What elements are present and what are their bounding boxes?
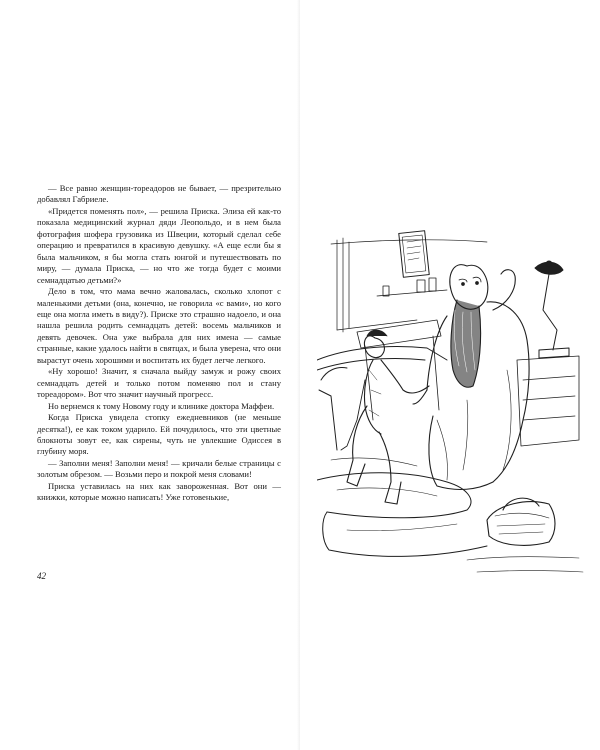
paragraph: — Заполни меня! Заполни меня! — кричали белые страницы с золотым обрезом. — Возьми перо и покрой меня словами! <box>37 457 281 480</box>
paragraph: — Все равно женщин-тореадоров не бывает, — презрительно добавлял Габриеле. <box>37 183 281 205</box>
paragraph: «Придется поменять пол», — решила Приска. Элиза ей как-то показала медицинский журнал дяди Леопольдо, и в нем была фотография шофера грузовика из Швеции, который сделал себе операцию и превратился в красивую девушку. «А еще если бы я была мальчиком, я бы могла стать юнгой и путешествовать по миру, — думала Приска, — но что же тогда будет с моими семнадцатью детьми?» <box>37 205 281 285</box>
framed-certificate <box>399 231 429 277</box>
paragraph: Приска уставилась на них как завороженная. Вот они — книжки, которые можно написать! Уже готовенькие, <box>37 480 281 503</box>
paragraph: «Ну хорошо! Значит, я сначала выйду замуж и рожу своих семнадцать детей и только потом поменяю пол и стану тореадором». Вот что значит научный прогресс. <box>37 366 281 400</box>
paragraph: Когда Приска увидела стопку ежедневников (не меньше десятка!), ее как током ударило. Ей почудилось, что эти цветные блокноты зовут ее, как сирены, чуть не увлекшие Одиссея в глубину моря. <box>37 412 281 457</box>
floor-lines <box>467 557 583 572</box>
girl-figure <box>341 330 429 504</box>
paragraph: Дело в том, что мама вечно жаловалась, сколько хлопот с маленькими детьми (она, конечно, не говорила «с вами», но кого еще она могла иметь в виду?). Приске это страшно надоело, и она нашла решила родить семнадцать детей: восемь мальчиков и девять девочек. Она уже выбрала для них имена — самые странные, какие удалось найти в святцах, и была уверена, что они вырастут очень хорошими и воспитать их будет легче легкого. <box>37 286 281 365</box>
paragraph: Но вернемся к тому Новому году и клинике доктора Маффеи. <box>48 400 275 411</box>
desk-lamp-icon <box>535 261 569 358</box>
doctor-illustration <box>317 220 585 590</box>
page-number: 42 <box>37 571 46 581</box>
body-text <box>37 183 281 504</box>
medical-bag-icon <box>487 498 555 545</box>
doctor-figure <box>413 265 529 490</box>
